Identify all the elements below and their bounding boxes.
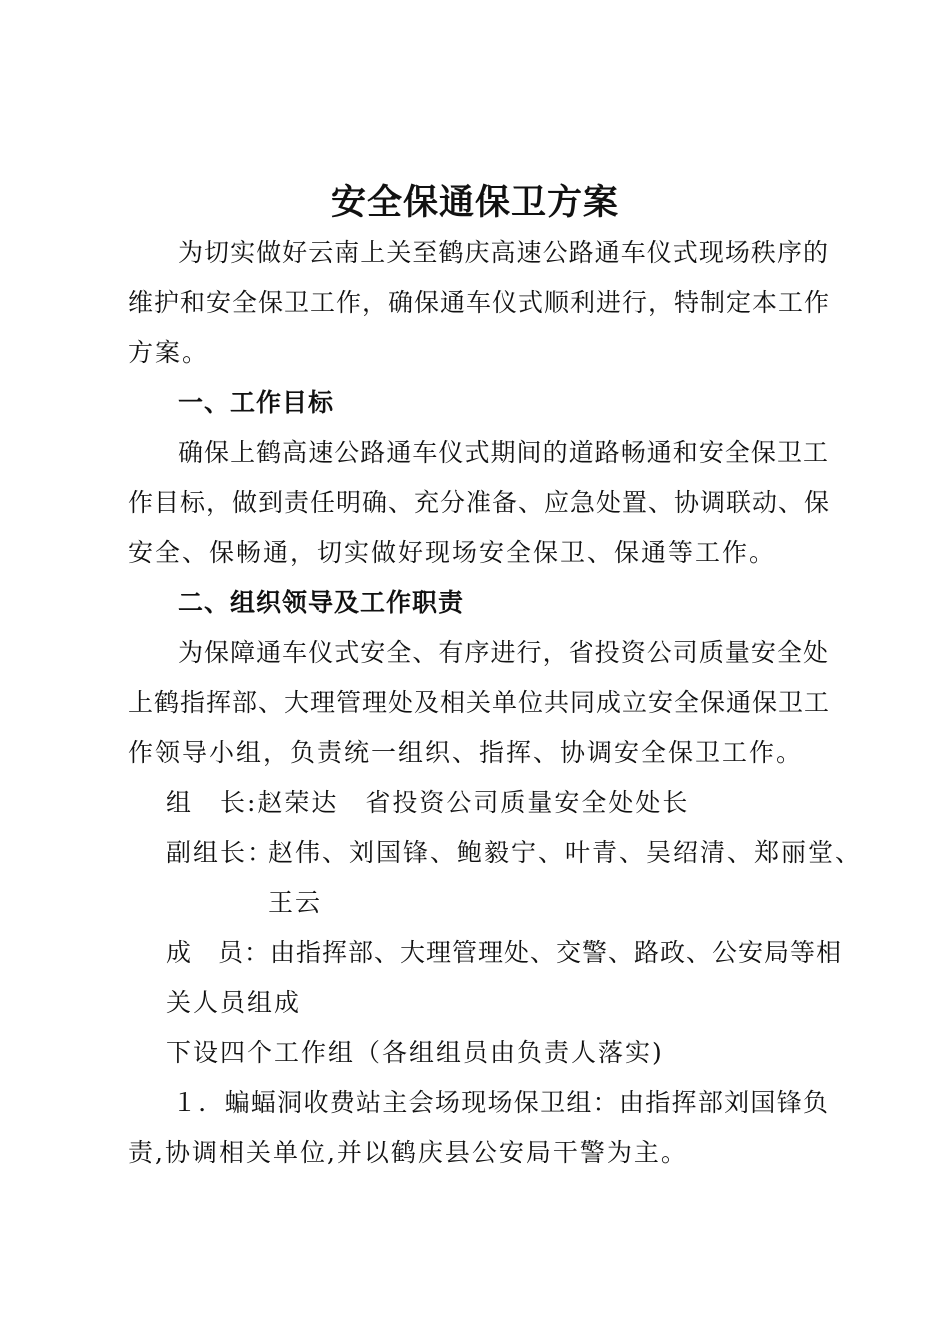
deputy-names-line-2: 王云 <box>268 888 323 917</box>
section-2-line-1: 为保障通车仪式安全、有序进行，省投资公司质量安全处 <box>178 638 829 667</box>
deputy-names-line-1: 赵伟、刘国锋、鲍毅宁、叶青、吴绍清、郑丽堂、 <box>268 838 863 867</box>
deputy-label: 副组长： <box>166 838 275 867</box>
team-leader: 组 长:赵荣达 省投资公司质量安全处处长 <box>166 788 690 817</box>
work-group-1-line-2: 责,协调相关单位,并以鹤庆县公安局干警为主。 <box>128 1138 688 1167</box>
section-1-heading: 一、工作目标 <box>178 388 335 417</box>
document-title: 安全保通保卫方案 <box>330 182 619 223</box>
work-groups-intro: 下设四个工作组（各组组员由负责人落实) <box>166 1038 664 1067</box>
section-1-line-2: 作目标，做到责任明确、充分准备、应急处置、协调联动、保 <box>128 488 831 517</box>
section-1-line-3: 安全、保畅通，切实做好现场安全保卫、保通等工作。 <box>128 538 777 567</box>
section-2-heading: 二、组织领导及工作职责 <box>178 588 465 617</box>
intro-line-1: 为切实做好云南上关至鹤庆高速公路通车仪式现场秩序的 <box>178 238 829 267</box>
intro-line-3: 方案。 <box>128 338 210 367</box>
section-1-line-1: 确保上鹤高速公路通车仪式期间的道路畅通和安全保卫工 <box>178 438 829 467</box>
section-2-line-3: 作领导小组，负责统一组织、指挥、协调安全保卫工作。 <box>128 738 804 767</box>
section-2-line-2: 上鹤指挥部、大理管理处及相关单位共同成立安全保通保卫工 <box>128 688 831 717</box>
work-group-1-line-1: １．蝙蝠洞收费站主会场现场保卫组：由指挥部刘国锋负 <box>172 1088 829 1117</box>
members-line-2: 关人员组成 <box>166 988 302 1017</box>
members-line-1: 成 员：由指挥部、大理管理处、交警、路政、公安局等相 <box>166 938 843 967</box>
intro-line-2: 维护和安全保卫工作，确保通车仪式顺利进行，特制定本工作 <box>128 288 831 317</box>
